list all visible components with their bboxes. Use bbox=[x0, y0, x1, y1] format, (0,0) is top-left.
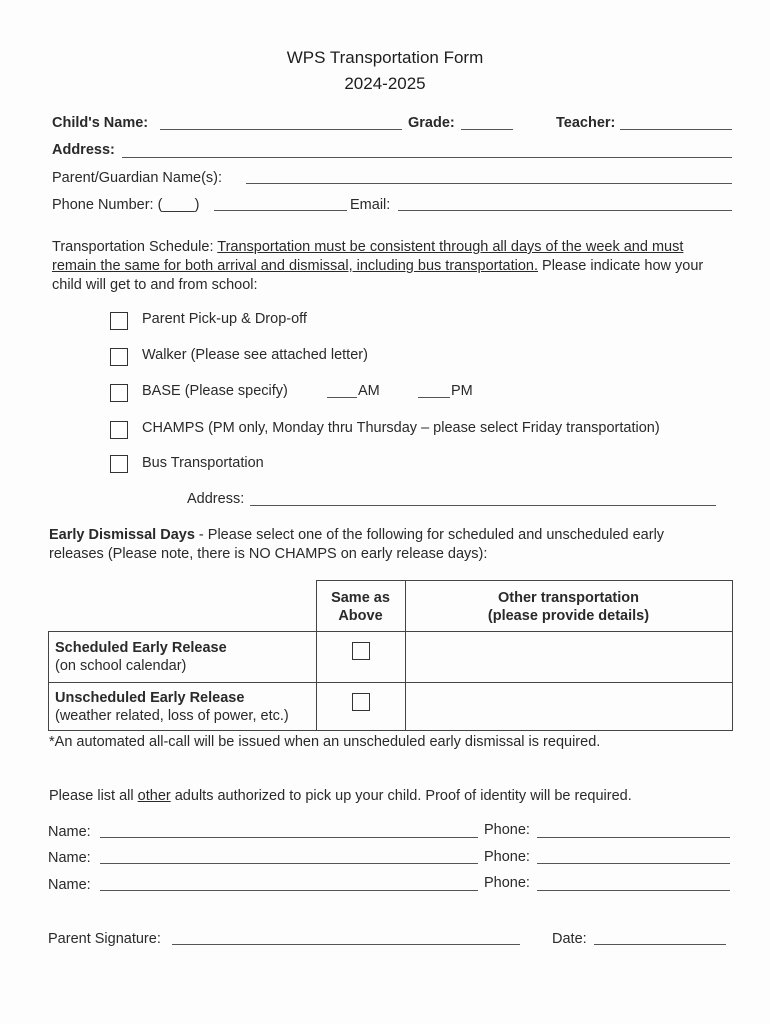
authorized-name-label-1: Name: bbox=[48, 824, 91, 840]
early-dismissal-intro: - Please select one of the following for scheduled and unscheduled early bbox=[194, 527, 665, 543]
above-text: Above bbox=[338, 608, 383, 624]
authorized-intro-other: other bbox=[137, 788, 171, 804]
all-call-note: *An automated all-call will be issued when an unscheduled early dismissal is required. bbox=[49, 734, 601, 750]
authorized-phone-field-2[interactable] bbox=[537, 863, 730, 864]
other-transport-text: Other transportation bbox=[498, 590, 639, 606]
unscheduled-other-field[interactable] bbox=[405, 683, 732, 731]
same-as-text: Same as bbox=[331, 590, 390, 606]
table-header-row bbox=[49, 581, 733, 632]
schedule-line-1 bbox=[52, 238, 683, 257]
unscheduled-release-title: Unscheduled Early Release bbox=[55, 690, 245, 706]
bus-address-field[interactable] bbox=[250, 505, 716, 506]
parent-field[interactable] bbox=[246, 183, 732, 184]
authorized-phone-label-1: Phone: bbox=[484, 822, 530, 838]
authorized-phone-field-3[interactable] bbox=[537, 890, 730, 891]
authorized-intro-end: adults authorized to pick up your child. Proof of identity will be required. bbox=[170, 788, 632, 804]
base-pm-field[interactable] bbox=[418, 397, 450, 398]
scheduled-release-cell bbox=[49, 632, 317, 683]
email-label: Email: bbox=[350, 197, 391, 213]
provide-details-text: (please provide details) bbox=[487, 608, 650, 624]
scheduled-release-title: Scheduled Early Release bbox=[55, 640, 227, 656]
bus-label: Bus Transportation bbox=[142, 455, 264, 471]
phone-field[interactable] bbox=[214, 210, 347, 211]
authorized-name-field-2[interactable] bbox=[100, 863, 478, 864]
grade-field[interactable] bbox=[461, 129, 513, 130]
base-label: BASE (Please specify) bbox=[142, 383, 288, 399]
authorized-phone-field-1[interactable] bbox=[537, 837, 730, 838]
table-row bbox=[49, 632, 733, 683]
parent-pickup-label: Parent Pick-up & Drop-off bbox=[142, 311, 307, 327]
address-field[interactable] bbox=[122, 157, 732, 158]
form-title: WPS Transportation Form bbox=[286, 48, 484, 67]
schedule-rest: Please indicate how your bbox=[538, 258, 704, 274]
early-dismissal-line-1 bbox=[49, 526, 664, 545]
parent-pickup-checkbox[interactable] bbox=[110, 312, 128, 330]
parent-signature-label: Parent Signature: bbox=[48, 931, 161, 947]
same-as-above-header bbox=[316, 581, 405, 632]
bus-address-label: Address: bbox=[187, 491, 245, 507]
base-am-label: AM bbox=[358, 383, 380, 399]
scheduled-release-sub: (on school calendar) bbox=[55, 658, 187, 674]
phone-label: Phone Number: (____) bbox=[52, 197, 200, 213]
bus-checkbox[interactable] bbox=[110, 455, 128, 473]
address-label: Address: bbox=[52, 142, 115, 158]
date-field[interactable] bbox=[594, 944, 726, 945]
parent-label: Parent/Guardian Name(s): bbox=[52, 170, 223, 186]
child-name-label: Child's Name: bbox=[52, 115, 149, 131]
early-dismissal-line-2: releases (Please note, there is NO CHAMPS on early release days): bbox=[49, 546, 488, 562]
base-checkbox[interactable] bbox=[110, 384, 128, 402]
other-transport-header bbox=[405, 581, 732, 632]
base-pm-label: PM bbox=[451, 383, 473, 399]
early-dismissal-table bbox=[48, 580, 733, 731]
schedule-rule-1: Transportation must be consistent through all days of the week and must bbox=[217, 239, 684, 255]
authorized-name-label-3: Name: bbox=[48, 877, 91, 893]
base-am-field[interactable] bbox=[327, 397, 357, 398]
schedule-line-2 bbox=[52, 257, 703, 276]
scheduled-same-cell bbox=[316, 632, 405, 683]
authorized-phone-label-2: Phone: bbox=[484, 849, 530, 865]
date-label: Date: bbox=[552, 931, 587, 947]
authorized-phone-label-3: Phone: bbox=[484, 875, 530, 891]
schedule-intro: Transportation Schedule: bbox=[52, 239, 218, 255]
authorized-name-field-1[interactable] bbox=[100, 837, 478, 838]
email-field[interactable] bbox=[398, 210, 732, 211]
child-name-field[interactable] bbox=[160, 129, 402, 130]
scheduled-other-field[interactable] bbox=[405, 632, 732, 683]
form-year: 2024-2025 bbox=[344, 74, 426, 93]
teacher-field[interactable] bbox=[620, 129, 732, 130]
early-dismissal-heading: Early Dismissal Days bbox=[49, 527, 195, 543]
authorized-name-field-3[interactable] bbox=[100, 890, 478, 891]
walker-label: Walker (Please see attached letter) bbox=[142, 347, 368, 363]
walker-checkbox[interactable] bbox=[110, 348, 128, 366]
authorized-name-label-2: Name: bbox=[48, 850, 91, 866]
unscheduled-same-checkbox[interactable] bbox=[352, 693, 370, 711]
teacher-label: Teacher: bbox=[556, 115, 616, 131]
champs-checkbox[interactable] bbox=[110, 421, 128, 439]
table-row bbox=[49, 683, 733, 731]
authorized-intro-start: Please list all bbox=[49, 788, 138, 804]
authorized-intro bbox=[49, 787, 632, 806]
unscheduled-release-cell bbox=[49, 683, 317, 731]
champs-label: CHAMPS (PM only, Monday thru Thursday – please select Friday transportation) bbox=[142, 420, 660, 436]
unscheduled-same-cell bbox=[316, 683, 405, 731]
schedule-line-3: child will get to and from school: bbox=[52, 277, 258, 293]
unscheduled-release-sub: (weather related, loss of power, etc.) bbox=[55, 708, 289, 724]
parent-signature-field[interactable] bbox=[172, 944, 520, 945]
grade-label: Grade: bbox=[408, 115, 455, 131]
scheduled-same-checkbox[interactable] bbox=[352, 642, 370, 660]
schedule-rule-2: remain the same for both arrival and dismissal, including bus transportation. bbox=[52, 258, 538, 274]
